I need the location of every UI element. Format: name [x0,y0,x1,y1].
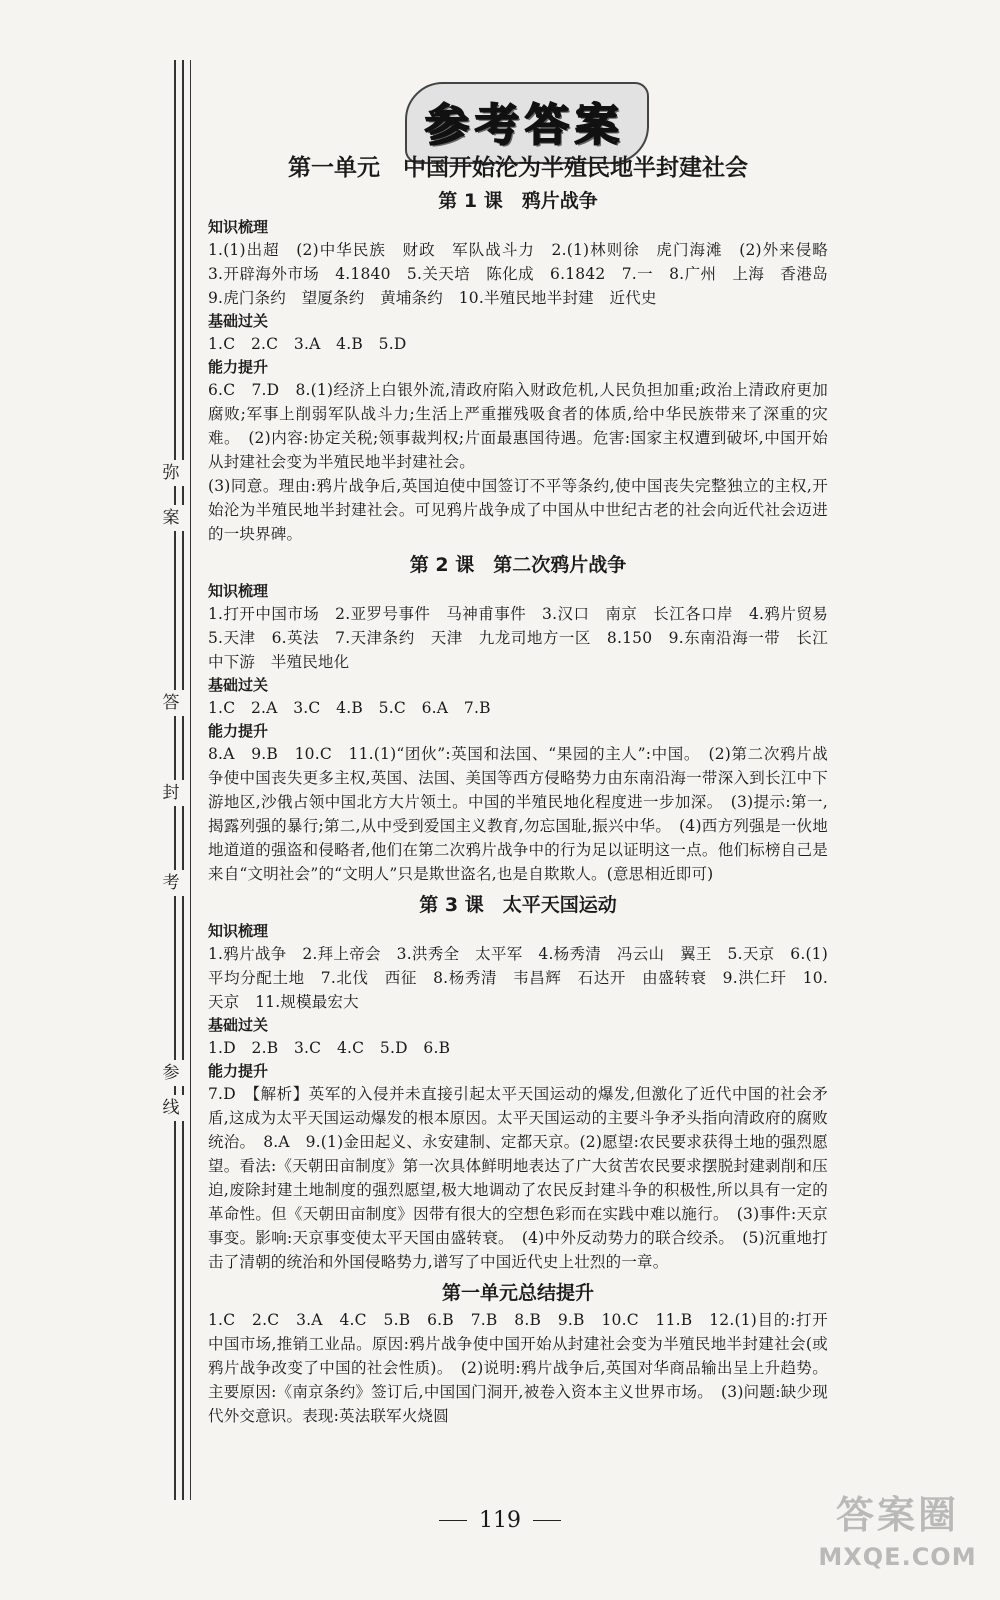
watermark-logo: 答案圈 [835,1493,959,1537]
page-number: 119 [479,1507,521,1533]
lesson-title: 第 3 课 太平天国运动 [419,894,617,916]
watermark-url: MXQE.COM [818,1543,977,1571]
summary-title: 第一单元总结提升 [441,1282,594,1304]
footer-dash [439,1520,467,1521]
title-banner [405,82,645,160]
unit-summary [208,1278,828,1428]
lesson-title: 第 2 课 第二次鸦片战争 [409,554,627,576]
watermark [810,1490,985,1590]
section-title: 能力提升 [208,1062,269,1080]
answer-paragraph: 1.鸦片战争 2.拜上帝会 3.洪秀全 太平军 4.杨秀清 冯云山 翼王 5.天京 6.(1)平均分配土地 7.北伐 西征 8.杨秀清 韦昌辉 石达开 由盛转衰 9.洪仁玕 10.天京 11.规模最宏大 [208,945,828,1011]
answer-paragraph: 1.(1)出超 (2)中华民族 财政 军队战斗力 2.(1)林则徐 虎门海滩 (2)外来侵略 3.开辟海外市场 4.1840 5.关天培 陈化成 6.1842 7.一 8.广州 上海 香港岛 9.虎门条约 望厦条约 黄埔条约 10.半殖民地半封建 近代史 [208,241,844,307]
answer-paragraph: 1.D 2.B 3.C 4.C 5.D 6.B [208,1039,451,1057]
binding-margin [162,60,200,1500]
section-title: 基础过关 [208,312,269,330]
binding-char: 案 [158,505,184,531]
section-title: 能力提升 [208,358,269,376]
binding-char: 弥 [158,460,184,486]
binding-char: 线 [158,1095,184,1121]
binding-line [190,60,191,1500]
answer-paragraph: 6.C 7.D 8.(1)经济上白银外流,清政府陷入财政危机,人民负担加重;政治上清政府更加腐败;军事上削弱军队战斗力;生活上严重摧残吸食者的体质,给中华民族带来了深重的灾难。 (2)内容:协定关税;领事裁判权;片面最惠国待遇。危害:国家主权遭到破坏,中国开始从封建社会变为半殖民地半封建社会。 [208,381,828,471]
answer-paragraph: 8.A 9.B 10.C 11.(1)“团伙”:英国和法国、“果园的主人”:中国。 (2)第二次鸦片战争使中国丧失更多主权,英国、法国、美国等西方侵略势力由东南沿海一带深入到长江中下游地区,沙俄占领中国北方大片领土。中国的半殖民地化程度进一步加深。 (3)提示:第一,揭露列强的暴行;第二,从中受到爱国主义教育,勿忘国耻,振兴中华。 (4)西方列强是一伙地地道道的强盗和侵略者,他们在第二次鸦片战争中的行为足以证明这一点。他们标榜自己是来自“文明社会”的“文明人”只是欺世盗名,也是自欺欺人。(意思相近即可) [208,745,828,883]
answer-paragraph: 1.C 2.C 3.A 4.C 5.B 6.B 7.B 8.B 9.B 10.C 11.B 12.(1)目的:打开中国市场,推销工业品。原因:鸦片战争使中国开始从封建社会变为半殖民地半封建社会(或鸦片战争改变了中国的社会性质)。 (2)说明:鸦片战争后,英国对华商品输出呈上升趋势。主要原因:《南京条约》签订后,中国国门洞开,被卷入资本主义世界市场。 (3)问题:缺少现代外交意识。表现:英法联军火烧圆 [208,1311,828,1425]
section-title: 知识梳理 [208,922,269,940]
lesson-title: 第 1 课 鸦片战争 [438,190,598,212]
section-title: 知识梳理 [208,218,269,236]
answer-paragraph: (3)同意。理由:鸦片战争后,英国迫使中国签订不平等条约,使中国丧失完整独立的主权,开始沦为半殖民地半封建社会。可见鸦片战争成了中国从中世纪古老的社会向近代社会迈进的一块界碑。 [208,477,828,543]
binding-char: 答 [158,690,184,716]
binding-char: 考 [158,870,184,896]
answer-paragraph: 1.打开中国市场 2.亚罗号事件 马神甫事件 3.汉口 南京 长江各口岸 4.鸦片贸易 5.天津 6.英法 7.天津条约 天津 九龙司地方一区 8.150 9.东南沿海一带 长江中下游 半殖民地化 [208,605,844,671]
answer-paragraph: 7.D 【解析】英军的入侵并未直接引起太平天国运动的爆发,但激化了近代中国的社会矛盾,这成为太平天国运动爆发的根本原因。太平天国运动的主要斗争矛头指向清政府的腐败统治。 8.A 9.(1)金田起义、永安建制、定都天京。(2)愿望:农民要求获得土地的强烈愿望。看法:《天朝田亩制度》第一次具体鲜明地表达了广大贫苦农民要求摆脱封建剥削和压迫,废除封建土地制度的强烈愿望,极大地调动了农民反封建斗争的积极性,所以具有一定的革命性。但《天朝田亩制度》因带有很大的空想色彩而在实践中难以施行。 (3)事件:天京事变。影响:天京事变使太平天国由盛转衰。 (4)中外反动势力的联合绞杀。 (5)沉重地打击了清朝的统治和外国侵略势力,谱写了中国近代史上壮烈的一章。 [208,1085,828,1271]
answer-paragraph: 1.C 2.A 3.C 4.B 5.C 6.A 7.B [208,699,491,717]
banner-title: 参考答案 [425,100,625,151]
binding-char: 参 [158,1060,184,1086]
section-title: 基础过关 [208,676,269,694]
answer-content [208,150,844,1428]
section-title: 基础过关 [208,1016,269,1034]
unit-title: 第一单元 中国开始沦为半殖民地半封建社会 [288,155,748,181]
binding-char: 封 [158,780,184,806]
lesson-1 [208,186,844,546]
section-title: 能力提升 [208,722,269,740]
page-footer [430,1500,570,1540]
lesson-2 [208,550,844,886]
answer-paragraph: 1.C 2.C 3.A 4.B 5.D [208,335,407,353]
footer-dash [533,1520,561,1521]
section-title: 知识梳理 [208,582,269,600]
lesson-3 [208,890,828,1274]
